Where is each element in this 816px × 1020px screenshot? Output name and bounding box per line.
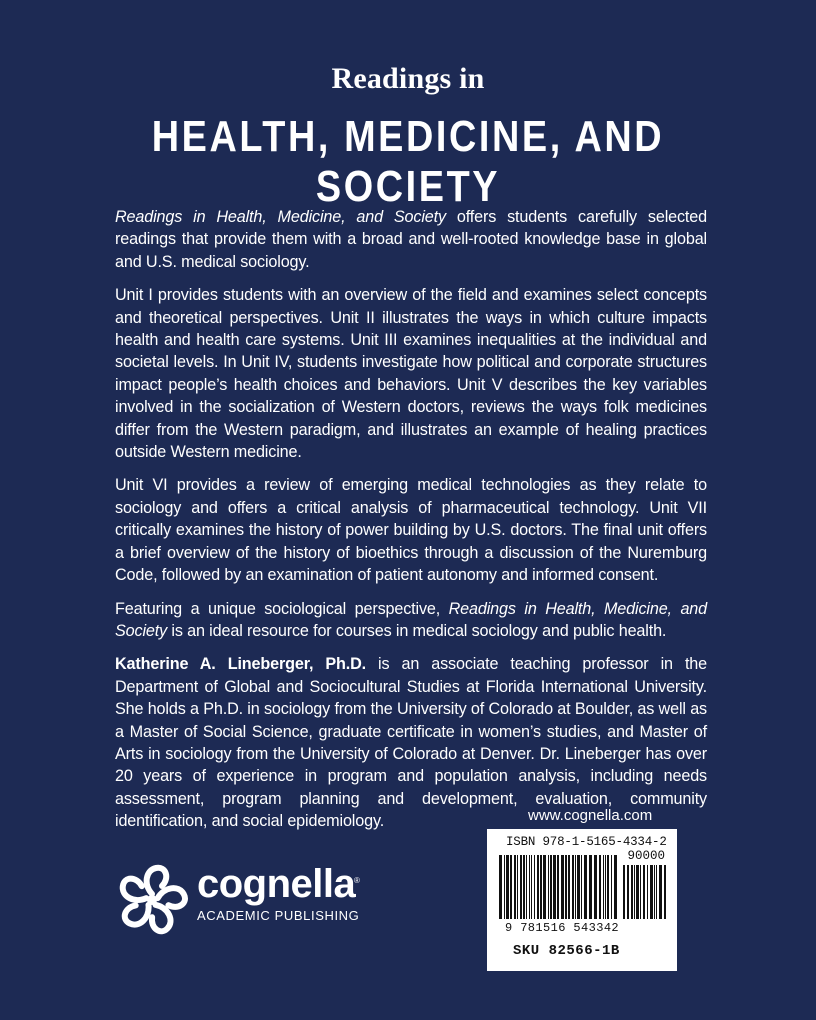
units-paragraph-2: Unit VI provides a review of emerging medical technologies as they relate to sociology and offers a critical analysis of pharmaceutical technology. Unit VII critically examines the history of power building by U.S. doctors. The final unit offers a brief overview of the history of bioethics through a discussion of the Nuremburg Code, followed by an examination of patient autonomy and informed consent. xyxy=(115,476,707,585)
publisher-logo-name: cognella xyxy=(197,862,356,906)
summary-text-after: is an ideal resource for courses in medical sociology and public health. xyxy=(167,621,667,640)
barcode-bar xyxy=(499,855,502,919)
barcode-bar xyxy=(526,855,527,919)
barcode-bar xyxy=(517,855,518,919)
barcode-bar xyxy=(656,865,657,919)
barcode-digits: 9 781516 543342 xyxy=(505,921,620,935)
book-title-italic: Readings in Health, Medicine, and Society xyxy=(115,208,446,226)
barcode-bar xyxy=(537,855,539,919)
barcode-bar xyxy=(611,855,612,919)
barcode-bar xyxy=(540,855,542,919)
barcode-bar xyxy=(623,865,625,919)
barcode-bar xyxy=(664,865,666,919)
barcode-bar xyxy=(561,855,564,919)
barcode-bar xyxy=(599,855,601,919)
price-addon-code: 90000 xyxy=(627,849,665,863)
barcode-bar xyxy=(640,865,641,919)
book-title-italic-2: Readings in Health, Medicine, and Society xyxy=(115,599,707,640)
author-name: Katherine A. Lineberger, Ph.D. xyxy=(115,655,366,674)
author-bio: is an associate teaching professor in the Department of Global and Sociocultural Studies at Florida International University. She holds a Ph.D. in sociology from the University of Colorado at Boulder, as well as a Master of Social Science, graduate certificate in women’s studies, and Master of Arts in sociology from the University of Colorado at Denver. Dr. Lineberger has over 20 years of experience in program and population analysis, including needs assessment, program planning and development, evaluation, community identification, and social epidemiology. xyxy=(115,655,707,831)
barcode-bar xyxy=(514,855,516,919)
addon-barcode-bars xyxy=(623,865,667,919)
barcode-bar xyxy=(520,855,522,919)
intro-paragraph xyxy=(115,206,707,273)
barcode-bar xyxy=(659,865,662,919)
summary-text-before: Featuring a unique sociological perspective, xyxy=(115,599,449,618)
barcode-bar xyxy=(614,855,617,919)
publisher-logo-subtitle: ACADEMIC PUBLISHING xyxy=(197,908,360,923)
barcode-bar xyxy=(548,855,549,919)
barcode-bar xyxy=(565,855,567,919)
barcode-bar xyxy=(523,855,525,919)
summary-paragraph xyxy=(115,598,707,643)
registered-mark: ® xyxy=(354,876,360,885)
barcode-bar xyxy=(577,855,580,919)
book-title: HEALTH, MEDICINE, AND SOCIETY xyxy=(151,112,665,211)
units-paragraph-1: Unit I provides students with an overview of the field and examines select concepts and theoretical perspectives. Unit II illustrates the ways in which culture impacts health and health care systems. Unit III examines inequalities at the individual and societal levels. In Unit IV, students investigate how political and corporate structures impact people’s health choices and behaviors. Unit V describes the key variables involved in the socialization of Western doctors, reviews the ways folk medicines differ from the Western paradigm, and illustrates an example of healing practices outside Western medicine. xyxy=(115,286,707,462)
flower-knot-icon xyxy=(112,860,192,940)
barcode-bar xyxy=(627,865,629,919)
barcode-bar xyxy=(568,855,570,919)
barcode-bar xyxy=(654,865,655,919)
barcode-bar xyxy=(531,855,532,919)
barcode-bar xyxy=(647,865,648,919)
barcode-bar xyxy=(504,855,505,919)
pre-title: Readings in xyxy=(331,62,485,95)
barcode-bar xyxy=(603,855,604,919)
barcode-bar xyxy=(607,855,609,919)
publisher-website: www.cognella.com xyxy=(528,807,653,824)
barcode-bar xyxy=(529,855,530,919)
barcode-bar xyxy=(589,855,592,919)
barcode-bar xyxy=(643,865,645,919)
barcode-bar xyxy=(553,855,556,919)
barcode-bar xyxy=(581,855,582,919)
barcode-bar xyxy=(634,865,635,919)
isbn-number: ISBN 978-1-5165-4334-2 xyxy=(506,835,667,849)
barcode-bar xyxy=(650,865,653,919)
barcode-bar xyxy=(636,865,639,919)
barcode-bar xyxy=(605,855,606,919)
barcode-bar xyxy=(575,855,576,919)
barcode-bar xyxy=(557,855,559,919)
barcode-bar xyxy=(506,855,509,919)
barcode-bar xyxy=(572,855,574,919)
author-paragraph xyxy=(115,653,707,832)
barcode-bar xyxy=(584,855,587,919)
sku-number: SKU 82566-1B xyxy=(513,943,620,959)
barcode-bar xyxy=(510,855,512,919)
intro-text: offers students carefully selected readings that provide them with a broad and well-rooted knowledge base in global and U.S. medical sociology. xyxy=(115,208,707,271)
barcode-bar xyxy=(594,855,597,919)
barcode-bar xyxy=(550,855,552,919)
back-cover-description xyxy=(115,206,707,833)
barcode-bar xyxy=(534,855,535,919)
barcode-bar xyxy=(543,855,546,919)
barcode-bar xyxy=(631,865,633,919)
barcode-bars xyxy=(499,855,619,919)
isbn-barcode xyxy=(487,829,677,971)
